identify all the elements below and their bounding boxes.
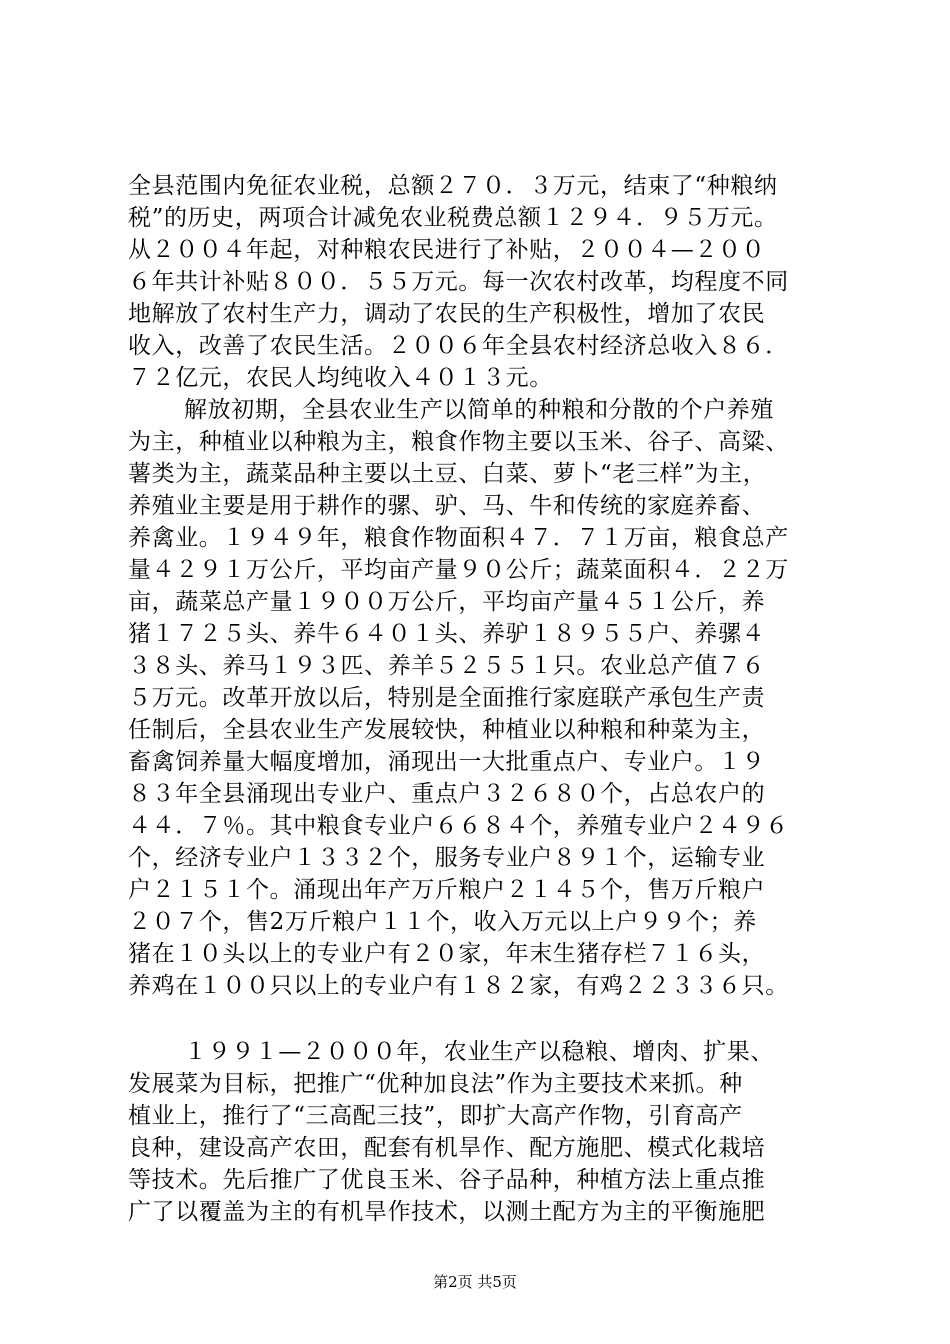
text-line: 猪在１０头以上的专业户有２０家，年末生猪存栏７１６头，	[128, 941, 766, 967]
text-line: １９９１—２０００年，农业生产以稳粮、增肉、扩果、	[184, 1039, 774, 1065]
text-line: 养禽业。１９４９年，粮食作物面积４７．７１万亩，粮食总产	[128, 525, 789, 551]
text-line: 广了以覆盖为主的有机旱作技术，以测土配方为主的平衡施肥	[128, 1199, 766, 1225]
text-line: 任制后，全县农业生产发展较快，种植业以种粮和种菜为主，	[128, 717, 766, 743]
text-line: ４４．７％。其中粮食专业户６６８４个，养殖专业户２４９６	[128, 813, 789, 839]
text-line: 全县范围内免征农业税，总额２７０．３万元，结束了“种粮纳	[128, 173, 778, 199]
text-line: 解放初期，全县农业生产以简单的种粮和分散的个户养殖	[184, 397, 774, 423]
text-line: ３８头、养马１９３匹、养羊５２５５１只。农业总产值７６	[128, 653, 766, 679]
text-line: 地解放了农村生产力，调动了农民的生产积极性，增加了农民	[128, 301, 766, 327]
text-line: 猪１７２５头、养牛６４０１头、养驴１８９５５户、养骡４	[128, 621, 766, 647]
text-line: 从２００４年起，对种粮农民进行了补贴，２００４—２００	[128, 237, 766, 263]
text-line: ２０７个，售2万斤粮户１１个，收入万元以上户９９个；养	[128, 909, 757, 935]
text-line: 等技术。先后推广了优良玉米、谷子品种，种植方法上重点推	[128, 1167, 766, 1193]
text-line: 量４２９１万公斤，平均亩产量９０公斤；蔬菜面积４．２２万	[128, 557, 789, 583]
text-line: 植业上，推行了“三高配三技”，即扩大高产作物，引育高产	[128, 1103, 743, 1129]
text-line: 个，经济专业户１３３２个，服务专业户８９１个，运输专业	[128, 845, 766, 871]
text-line: ６年共计补贴８００．５５万元。每一次农村改革，均程度不同	[128, 269, 789, 295]
text-line: 畜禽饲养量大幅度增加，涌现出一大批重点户、专业户。１９	[128, 749, 766, 775]
text-line: ５万元。改革开放以后，特别是全面推行家庭联产承包生产责	[128, 685, 766, 711]
text-line: 发展菜为目标，把推广“优种加良法”作为主要技术来抓。种	[128, 1071, 743, 1097]
text-line: 养鸡在１００只以上的专业户有１８２家，有鸡２２３３６只。	[128, 973, 789, 999]
text-line: 养殖业主要是用于耕作的骡、驴、马、牛和传统的家庭养畜、	[128, 493, 766, 519]
page-number-footer: 第2页 共5页	[433, 1273, 517, 1291]
text-line: 亩，蔬菜总产量１９００万公斤，平均亩产量４５１公斤，养	[128, 589, 766, 615]
text-line: 收入，改善了农民生活。２００６年全县农村经济总收入８６．	[128, 333, 789, 359]
text-line: 薯类为主，蔬菜品种主要以土豆、白菜、萝卜“老三样”为主，	[128, 461, 767, 487]
text-line: ８３年全县涌现出专业户、重点户３２６８０个，占总农户的	[128, 781, 766, 807]
text-line: ７２亿元，农民人均纯收入４０１３元。	[128, 365, 553, 391]
text-line: 户２１５１个。涌现出年产万斤粮户２１４５个，售万斤粮户	[128, 877, 766, 903]
text-line: 良种，建设高产农田，配套有机旱作、配方施肥、模式化栽培	[128, 1135, 766, 1161]
text-line: 为主，种植业以种粮为主，粮食作物主要以玉米、谷子、高粱、	[128, 429, 789, 455]
text-line: 税”的历史，两项合计减免农业税费总额１２９４．９５万元。	[128, 205, 778, 231]
